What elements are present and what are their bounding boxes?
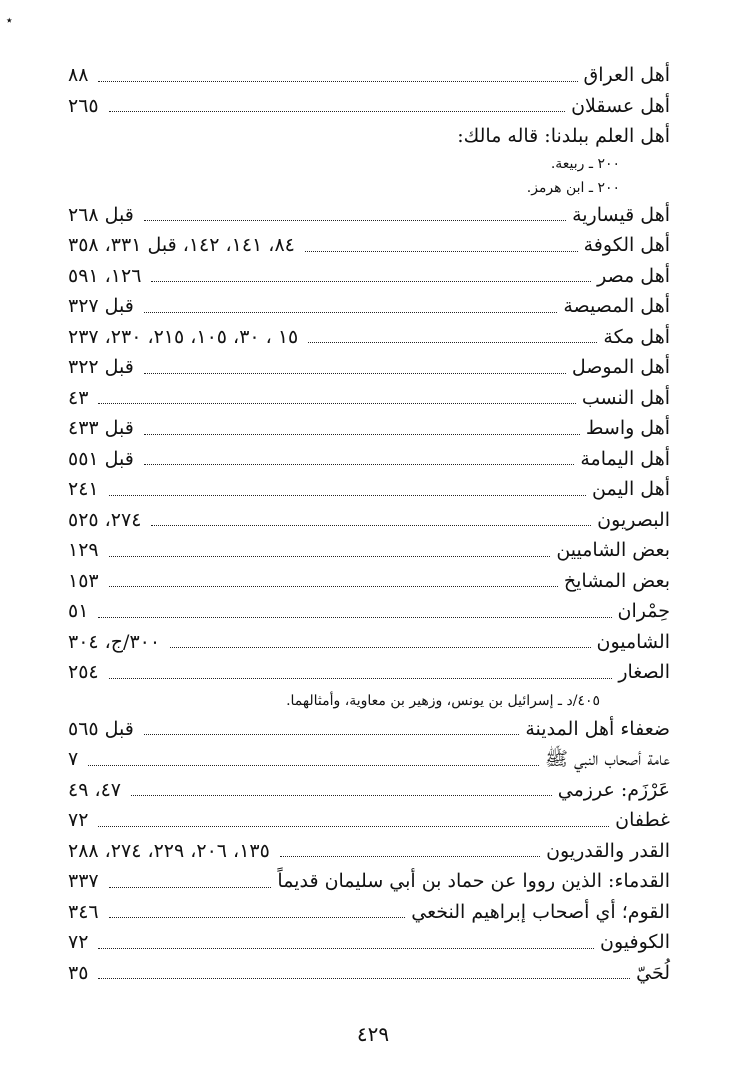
entry-name: أهل النسب	[581, 386, 670, 409]
index-entry	[68, 627, 670, 658]
dot-leader	[98, 978, 630, 979]
dot-leader	[98, 617, 611, 618]
index-entry	[68, 352, 670, 383]
entry-pages: ٥١	[68, 600, 89, 622]
dot-leader	[109, 917, 406, 918]
entry-pages: قبل ٥٦٥	[68, 717, 134, 740]
entry-pages: ٣٥	[68, 961, 89, 984]
entry-name: غطفان	[615, 809, 670, 831]
entry-pages: قبل ٣٢٢	[68, 356, 134, 378]
dot-leader	[151, 525, 591, 526]
index-entry	[68, 444, 670, 475]
entry-name: أهل اليمن	[592, 478, 670, 500]
entry-name: بعض الشاميين	[556, 539, 670, 561]
dot-leader	[109, 887, 272, 888]
entry-pages: ١٥ ، ٣٠، ١٠٥، ٢١٥، ٢٣٠، ٢٣٧	[68, 325, 299, 348]
dot-leader	[305, 251, 578, 252]
entry-name: الشاميون	[596, 630, 670, 653]
index-entries	[68, 60, 670, 988]
dot-leader	[98, 826, 609, 827]
index-entry	[68, 230, 670, 261]
index-entry	[68, 261, 670, 292]
entry-name: أهل مصر	[597, 264, 670, 287]
entry-name: أهل اليمامة	[580, 447, 670, 470]
entry-pages: ٤٣	[68, 386, 89, 409]
dot-leader	[280, 856, 540, 857]
index-entry	[68, 474, 670, 505]
entry-pages: ٢٧٤، ٥٢٥	[68, 508, 142, 531]
entry-pages: ٣٣٧	[68, 870, 99, 892]
entry-pages: ٧٢	[68, 809, 89, 831]
index-entry	[68, 60, 670, 91]
entry-name: أهل مكة	[603, 325, 670, 348]
dot-leader	[109, 586, 558, 587]
page-number: ٤٢٩	[356, 1022, 390, 1046]
entry-pages: ٧	[68, 748, 79, 770]
index-entry	[68, 897, 670, 928]
dot-leader	[109, 678, 613, 679]
index-entry	[68, 322, 670, 353]
entry-name: الصغار	[618, 661, 670, 683]
dot-leader	[144, 464, 574, 465]
entry-pages: ٢٤١	[68, 478, 99, 500]
entry-pages: ١٥٣	[68, 569, 99, 592]
index-subentry: ٢٠٠ ـ ابن هرمز.	[526, 179, 620, 196]
index-entry	[68, 291, 670, 322]
dot-leader	[109, 495, 586, 496]
entry-pages: قبل ٣٢٧	[68, 295, 134, 317]
dot-leader	[144, 220, 566, 221]
index-entry	[68, 566, 670, 597]
entry-pages: قبل ٢٦٨	[68, 203, 134, 226]
entry-pages: ٤٧، ٤٩	[68, 778, 122, 801]
entry-name: الكوفيون	[600, 931, 670, 953]
entry-name: القوم؛ أي أصحاب إبراهيم النخعي	[411, 900, 670, 923]
dot-leader	[170, 647, 590, 648]
dot-leader	[151, 281, 591, 282]
index-entry	[68, 505, 670, 536]
entry-name: أهل واسط	[585, 417, 670, 439]
entry-name: أهل عسقلان	[571, 94, 670, 117]
entry-name: عَرْزَم: عرزمي	[557, 778, 670, 801]
entry-pages: قبل ٤٣٣	[68, 417, 134, 439]
dot-leader	[109, 111, 565, 112]
entry-pages: ١٢٦، ٥٩١	[68, 264, 142, 287]
dot-leader	[98, 948, 594, 949]
index-entry	[68, 927, 670, 958]
entry-name: أهل العراق	[583, 64, 670, 86]
entry-name: أهل قيسارية	[572, 203, 670, 226]
entry-note: ٤٠٥/د ـ إسرائيل بن يونس، وزهير بن معاوية، وأمثالهما.	[286, 692, 600, 709]
entry-name: حِمْران	[617, 600, 670, 622]
dot-leader	[131, 795, 552, 796]
index-entry	[68, 744, 670, 775]
index-entry	[68, 657, 670, 688]
entry-name: أهل الموصل	[571, 356, 670, 378]
index-subentry: ٢٠٠ ـ ربيعة.	[550, 155, 620, 172]
entry-name: بعض المشايخ	[563, 569, 670, 592]
entry-pages: ٧٢	[68, 931, 89, 953]
index-entry	[68, 413, 670, 444]
index-entry	[68, 596, 670, 627]
dot-leader	[144, 312, 557, 313]
index-entry	[68, 775, 670, 806]
entry-pages: ٣٤٦	[68, 900, 99, 923]
corner-mark: ٭	[6, 13, 13, 27]
entry-pages: ١٢٩	[68, 539, 99, 561]
entry-pages: ٨٤، ١٤١، ١٤٢، قبل ٣٣١، ٣٥٨	[68, 234, 295, 256]
index-entry	[68, 714, 670, 745]
entry-pages: ٢٦٥	[68, 94, 99, 117]
index-entry	[68, 866, 670, 897]
index-entry	[68, 535, 670, 566]
dot-leader	[144, 434, 580, 435]
entry-pages: ٨٨	[68, 64, 89, 86]
index-entry	[68, 836, 670, 867]
entry-name: عامة أصحاب النبي ﷺ	[544, 748, 670, 770]
index-entry	[68, 383, 670, 414]
dot-leader	[88, 765, 539, 766]
entry-name: أهل الكوفة	[583, 234, 670, 256]
entry-pages: قبل ٥٥١	[68, 447, 134, 470]
entry-pages: ٣٠٠/ج، ٣٠٤	[68, 630, 161, 653]
dot-leader	[308, 342, 597, 343]
dot-leader	[109, 556, 551, 557]
dot-leader	[144, 734, 519, 735]
index-entry	[68, 91, 670, 122]
dot-leader	[98, 403, 575, 404]
entry-name: البصريون	[597, 508, 670, 531]
entry-name: لُحَيّ	[636, 961, 670, 984]
entry-pages: ٢٥٤	[68, 661, 99, 683]
entry-name: أهل المصيصة	[563, 295, 670, 317]
entry-name: ضعفاء أهل المدينة	[525, 717, 670, 740]
index-entry	[68, 805, 670, 836]
index-heading: أهل العلم ببلدنا: قاله مالك:	[457, 125, 670, 147]
entry-pages: ١٣٥، ٢٠٦، ٢٢٩، ٢٧٤، ٢٨٨	[68, 839, 270, 862]
index-entry	[68, 200, 670, 231]
entry-name: القدماء: الذين رووا عن حماد بن أبي سليمان قديماً	[277, 870, 670, 892]
dot-leader	[98, 81, 577, 82]
entry-name: القدر والقدريون	[546, 839, 670, 862]
dot-leader	[144, 373, 566, 374]
index-entry	[68, 958, 670, 989]
